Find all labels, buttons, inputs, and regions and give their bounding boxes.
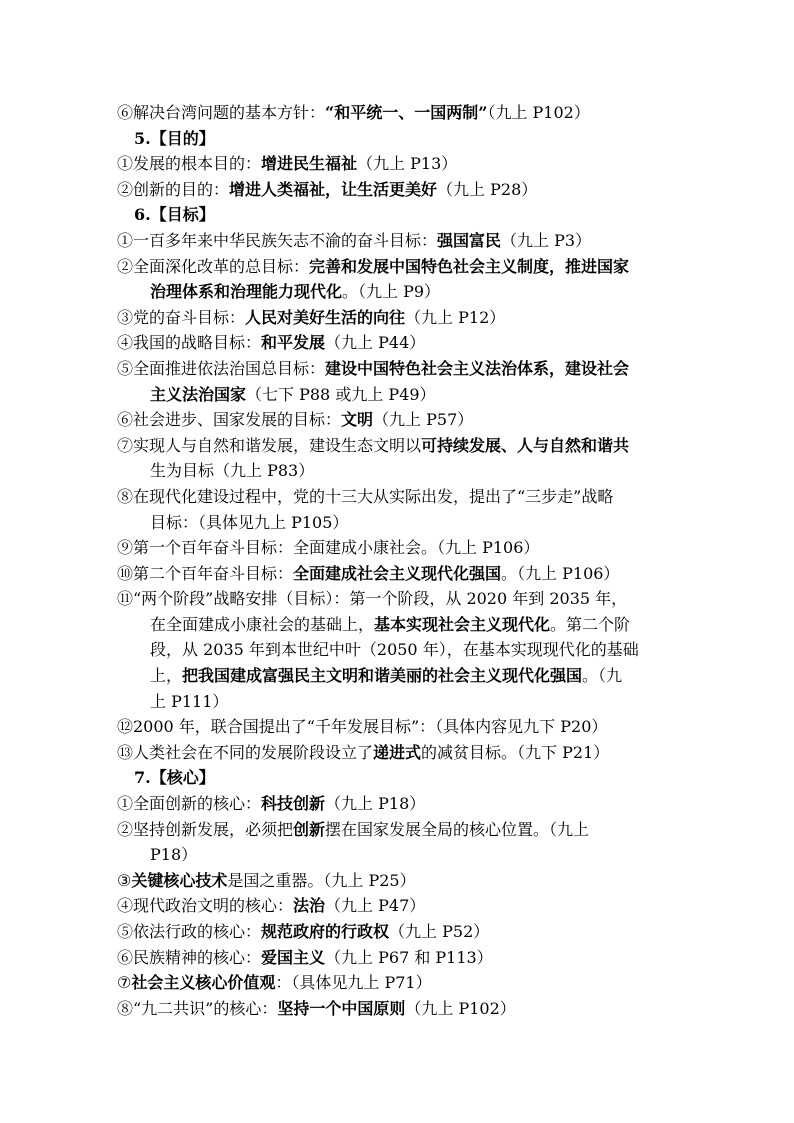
text-span: ⑫2000 年，联合国提出了“千年发展目标”：（具体内容见九下 P20）: [117, 717, 608, 737]
text-span: 摆在国家发展全局的核心位置。（九上: [325, 819, 590, 839]
text-line: [117, 970, 677, 996]
text-line: [117, 586, 677, 612]
text-span: ⑦: [117, 973, 132, 993]
text-line-continuation: [117, 842, 677, 868]
bold-text: 6.【目标】: [134, 205, 215, 225]
text-span: （九上 P28）: [437, 179, 538, 199]
text-span: ②坚持创新发展，必须把: [117, 819, 294, 839]
bold-text: 文明: [341, 410, 374, 430]
text-line: [117, 177, 677, 203]
text-span: ④现代政治文明的核心：: [117, 896, 294, 916]
text-line-continuation: [117, 279, 677, 305]
bold-text: 和平发展: [261, 333, 326, 353]
text-span: ⑥解决台湾问题的基本方针：: [117, 103, 326, 122]
text-span: ⑤全面推进依法治国总目标：: [117, 358, 326, 378]
text-span: （九上 P47）: [325, 896, 426, 916]
text-span: ⑥民族精神的核心：: [117, 947, 262, 967]
bold-text: 强国富民: [437, 230, 502, 250]
bold-text: 全面建成社会主义现代化强国: [293, 563, 502, 583]
text-span: （九上 P52）: [389, 922, 490, 941]
text-line-continuation: [117, 612, 677, 638]
text-span: ①发展的根本目的：: [117, 154, 262, 174]
text-span: ②创新的目的：: [117, 179, 230, 199]
text-span: ⑩第二个百年奋斗目标：: [117, 563, 294, 583]
text-span: （九上 P102）: [405, 998, 516, 1018]
text-line-continuation: [117, 382, 677, 408]
bold-text: 爱国主义: [261, 947, 326, 967]
text-line: [117, 817, 677, 843]
text-line: [117, 228, 677, 254]
text-line: [117, 305, 677, 331]
text-span: ③党的奋斗目标：: [117, 307, 246, 327]
document-body: [117, 100, 677, 1021]
text-span: ③: [117, 870, 132, 890]
section-heading: [117, 765, 677, 791]
text-span: ⑪“两个阶段”战略安排（目标）：第一个阶段，从 2020 年到 2035 年，: [117, 589, 628, 609]
bold-text: 主义法治国家: [150, 384, 247, 404]
text-span: 在全面建成小康社会的基础上，: [150, 614, 375, 634]
text-line-continuation: [117, 510, 677, 536]
text-span: （九上 P12）: [405, 307, 506, 327]
text-line: [117, 740, 677, 766]
bold-text: 治理体系和治理能力现代化: [150, 282, 343, 302]
text-span: ①全面创新的核心：: [117, 794, 262, 814]
bold-text: 法治: [293, 896, 326, 916]
text-line: [117, 791, 677, 817]
text-line-continuation: [117, 663, 677, 689]
text-line: [117, 535, 677, 561]
bold-text: 科技创新: [261, 794, 326, 814]
text-span: （九上 P3）: [501, 230, 592, 250]
text-line: [117, 868, 677, 894]
text-span: （七下 P88 或九上 P49）: [246, 384, 436, 404]
bold-text: 坚持一个中国原则: [277, 998, 406, 1018]
text-span: （九上 P13）: [357, 154, 458, 174]
text-span: 目标：（具体见九上 P105）: [150, 512, 349, 532]
section-heading: [117, 126, 677, 152]
text-line-continuation: [117, 637, 677, 663]
text-line: [117, 254, 677, 280]
text-span: 上，: [150, 666, 183, 686]
section-heading: [117, 202, 677, 228]
bold-text: 基本实现社会主义现代化: [374, 614, 551, 634]
bold-text: 建设中国特色社会主义法治体系，建设社会: [325, 358, 630, 378]
text-span: （九上 P102）: [487, 103, 590, 122]
text-line: [117, 100, 677, 126]
text-span: 生为目标（九上 P83）: [150, 461, 315, 481]
text-line: [117, 407, 677, 433]
text-line-continuation: [117, 689, 677, 715]
text-span: ⑧在现代化建设过程中，党的十三大从实际出发，提出了“三步走”战略: [117, 486, 614, 506]
text-span: ⑨第一个百年奋斗目标：全面建成小康社会。（九上 P106）: [117, 538, 540, 558]
text-line: [117, 714, 677, 740]
text-line: [117, 893, 677, 919]
bold-text: 人民对美好生活的向往: [245, 307, 406, 327]
text-span: ⑥社会进步、国家发展的目标：: [117, 410, 342, 430]
bold-text: 7.【核心】: [134, 768, 215, 788]
text-span: （九上 P44）: [325, 333, 426, 353]
text-line: [117, 330, 677, 356]
text-span: 是国之重器。（九上 P25）: [227, 870, 416, 890]
bold-text: 规范政府的行政权: [261, 922, 390, 941]
text-span: ①一百多年来中华民族矢志不渝的奋斗目标：: [117, 230, 438, 250]
text-span: P18）: [150, 845, 198, 865]
bold-text: 增进人类福祉，让生活更美好: [229, 179, 438, 199]
bold-text: 把我国建成富强民主文明和谐美丽的社会主义现代化强国: [182, 666, 583, 686]
text-span: ④我国的战略目标：: [117, 333, 262, 353]
text-line: [117, 945, 677, 971]
bold-text: 递进式: [373, 742, 422, 762]
text-line: [117, 433, 677, 459]
bold-text: 关键核心技术: [131, 870, 228, 890]
text-line: [117, 484, 677, 510]
bold-text: 创新: [293, 819, 326, 839]
text-span: ⑧“九二共识”的核心：: [117, 998, 278, 1018]
bold-text: 完善和发展中国特色社会主义制度，推进国家: [309, 256, 630, 276]
text-span: ⑦实现人与自然和谐发展，建设生态文明以: [117, 435, 422, 455]
bold-text: 5.【目的】: [134, 128, 215, 148]
text-span: 。（九上 P9）: [342, 282, 441, 302]
text-span: 的减贫目标。（九下 P21）: [421, 742, 610, 762]
bold-text: “和平统一、一国两制”: [325, 103, 488, 122]
text-span: （九上 P67 和 P113）: [325, 947, 493, 967]
bold-text: 可持续发展、人与自然和谐共: [421, 435, 630, 455]
text-span: ②全面深化改革的总目标：: [117, 256, 310, 276]
text-span: 。（九: [582, 666, 623, 686]
text-span: ⑬人类社会在不同的发展阶段设立了: [117, 742, 374, 762]
text-line: [117, 356, 677, 382]
text-line: [117, 561, 677, 587]
text-line: [117, 151, 677, 177]
text-line-continuation: [117, 458, 677, 484]
bold-text: 社会主义核心价值观: [131, 973, 276, 993]
text-span: ⑤依法行政的核心：: [117, 922, 262, 941]
text-span: 段，从 2035 年到本世纪中叶（2050 年），在基本实现现代化的基础: [150, 640, 639, 660]
text-span: （九上 P18）: [325, 794, 426, 814]
text-span: ：（具体见九上 P71）: [275, 973, 432, 993]
text-line: [117, 919, 677, 945]
text-span: 。第二个阶: [550, 614, 631, 634]
text-span: 上 P111）: [150, 691, 229, 711]
text-span: （九上 P57）: [373, 410, 474, 430]
text-line: [117, 996, 677, 1022]
text-span: 。（九上 P106）: [501, 563, 620, 583]
bold-text: 增进民生福祉: [261, 154, 358, 174]
